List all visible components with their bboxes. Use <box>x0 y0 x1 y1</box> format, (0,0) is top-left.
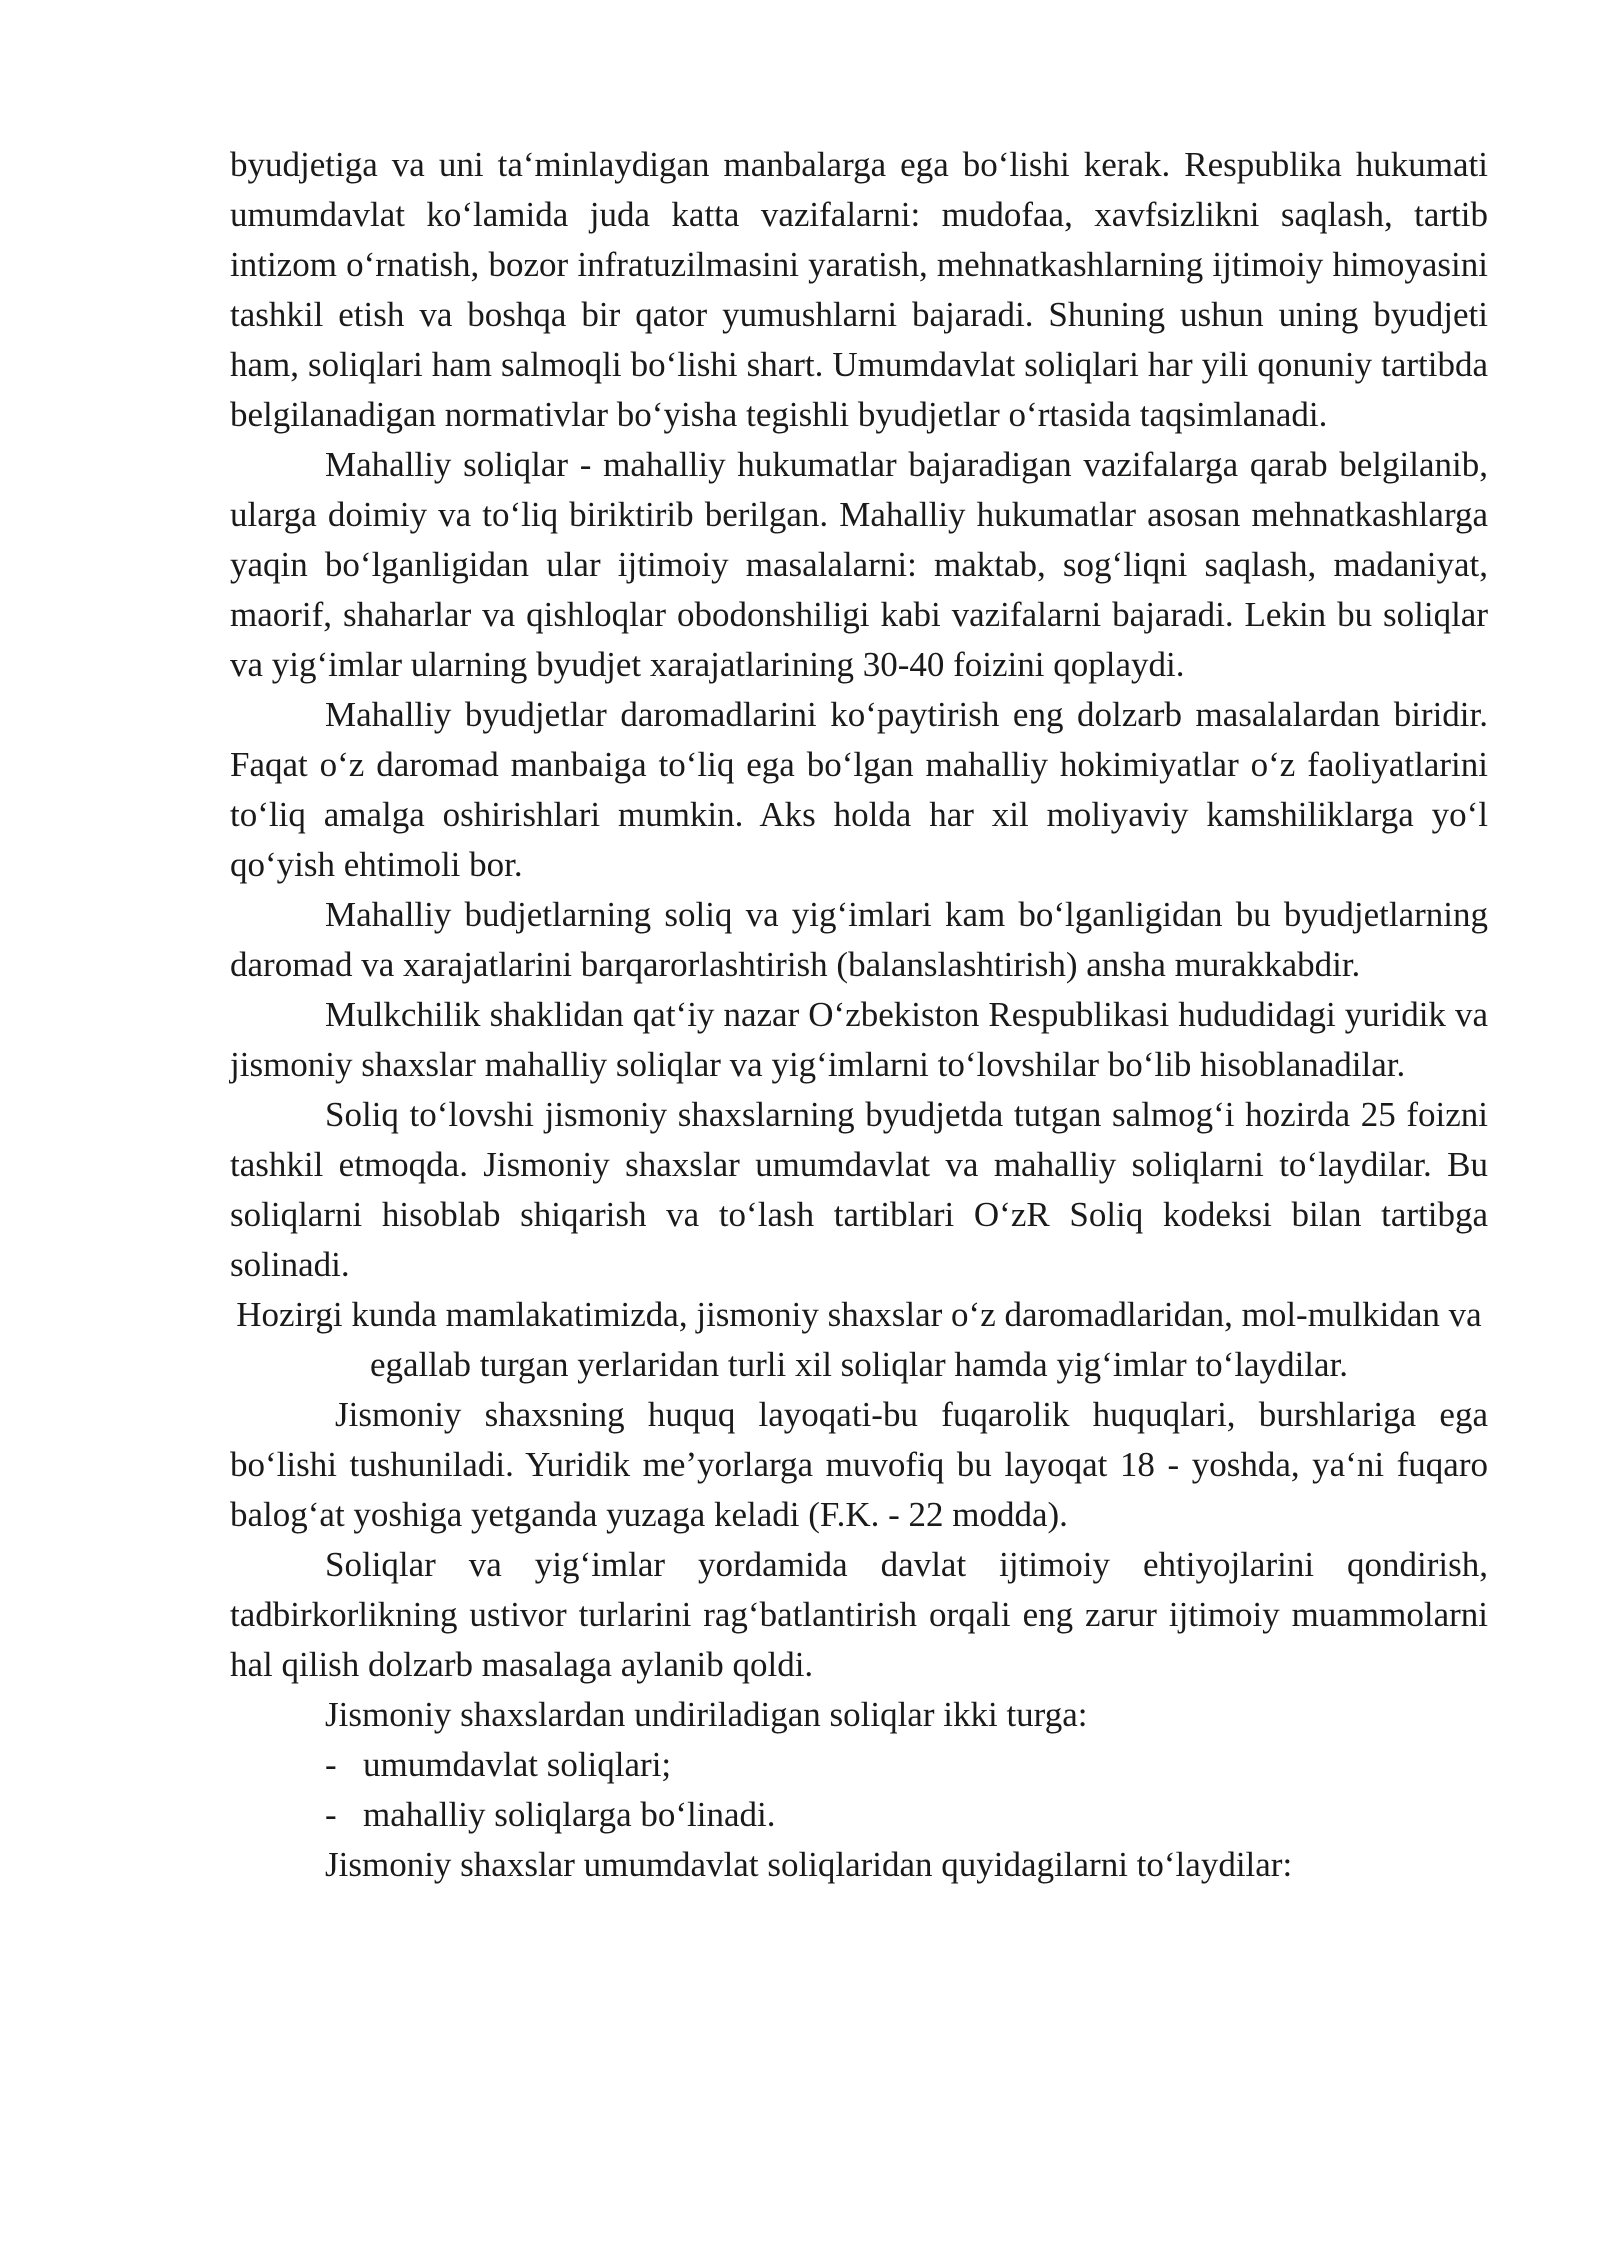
paragraph-5: Mulkchilik shaklidan qatʻiy nazar Oʻzbekiston Respublikasi hududidagi yuridik va jismoniy shaxslar mahalliy soliqlar va yigʻimlarni toʻlovshilar boʻlib hisoblanadilar. <box>230 995 1488 1084</box>
paragraph-8: Jismoniy shaxsning huquq layoqati-bu fuqarolik huquqlari, burshlariga ega boʻlishi tushuniladi. Yuridik meʼyorlarga muvofiq bu layoqat 18 - yoshda, yaʻni fuqaro balogʻat yoshiga yetganda yuzaga keladi (F.K. - 22 modda). <box>230 1395 1488 1534</box>
paragraph-6: Soliq toʻlovshi jismoniy shaxslarning byudjetda tutgan salmogʻi hozirda 25 foizni tashkil etmoqda. Jismoniy shaxslar umumdavlat va mahalliy soliqlarni toʻlaydilar. Bu soliqlarni hisoblab shiqarish va toʻlash tartiblari OʻzR Soliq kodeksi bilan tartibga solinadi. <box>230 1095 1488 1284</box>
list-item <box>230 1740 1488 1790</box>
list-item <box>230 1790 1488 1840</box>
paragraph-1: byudjetiga va uni taʻminlaydigan manbalarga ega boʻlishi kerak. Respublika hukumati umumdavlat koʻlamida juda katta vazifalarni: mudofaa, xavfsizlikni saqlash, tartib intizom oʻrnatish, bozor infratuzilmasini yaratish, mehnatkashlarning ijtimoiy himoyasini tashkil etish va boshqa bir qator yumushlarni bajaradi. Shuning ushun uning byudjeti ham, soliqlari ham salmoqli boʻlishi shart. Umumdavlat soliqlari har yili qonuniy tartibda belgilanadigan normativlar boʻyisha tegishli byudjetlar oʻrtasida taqsimlanadi. <box>230 145 1488 434</box>
list-dash: - <box>325 1745 337 1784</box>
paragraph-9: Soliqlar va yigʻimlar yordamida davlat ijtimoiy ehtiyojlarini qondirish, tadbirkorlikning ustivor turlarini ragʻbatlantirish orqali eng zarur ijtimoiy muammolarni hal qilish dolzarb masalaga aylanib qoldi. <box>230 1545 1488 1684</box>
paragraph-10: Jismoniy shaxslardan undiriladigan soliqlar ikki turga: <box>325 1695 1088 1734</box>
paragraph-3: Mahalliy byudjetlar daromadlarini koʻpaytirish eng dolzarb masalalardan biridir. Faqat oʻz daromad manbaiga toʻliq ega boʻlgan mahalliy hokimiyatlar oʻz faoliyatlarini toʻliq amalga oshirishlari mumkin. Aks holda har xil moliyaviy kamshiliklarga yoʻl qoʻyish ehtimoli bor. <box>230 695 1488 884</box>
paragraph-7: Hozirgi kunda mamlakatimizda, jismoniy shaxslar oʻz daromadlaridan, mol-mulkidan va egallab turgan yerlaridan turli xil soliqlar hamda yigʻimlar toʻlaydilar. <box>236 1295 1482 1384</box>
list-item-text: mahalliy soliqlarga boʻlinadi. <box>363 1795 776 1834</box>
list-dash: - <box>325 1795 337 1834</box>
paragraph-4: Mahalliy budjetlarning soliq va yigʻimlari kam boʻlganligidan bu byudjetlarning daromad va xarajatlarini barqarorlashtirish (balanslashtirish) ansha murakkabdir. <box>230 895 1488 984</box>
list-item-text: umumdavlat soliqlari; <box>363 1745 672 1784</box>
document-page <box>230 140 1488 1890</box>
closing-paragraph: Jismoniy shaxslar umumdavlat soliqlaridan quyidagilarni toʻlaydilar: <box>325 1845 1293 1884</box>
paragraph-2: Mahalliy soliqlar - mahalliy hukumatlar bajaradigan vazifalarga qarab belgilanib, ularga doimiy va toʻliq biriktirib berilgan. Mahalliy hukumatlar asosan mehnatkashlarga yaqin boʻlganligidan ular ijtimoiy masalalarni: maktab, sogʻliqni saqlash, madaniyat, maorif, shaharlar va qishloqlar obodonshiligi kabi vazifalarni bajaradi. Lekin bu soliqlar va yigʻimlar ularning byudjet xarajatlarining 30-40 foizini qoplaydi. <box>230 445 1488 684</box>
